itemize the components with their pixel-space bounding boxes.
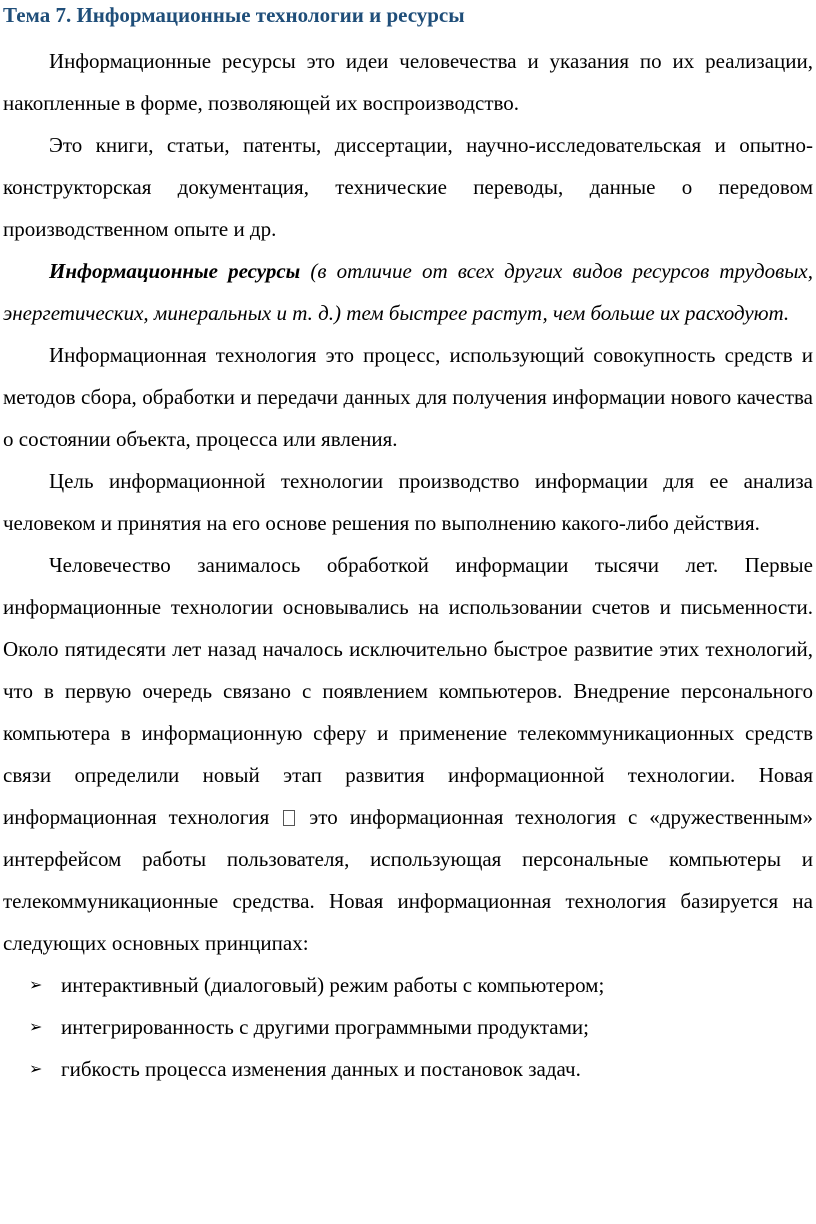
paragraph-history-text-1: Человечество занималось обработкой информации тысячи лет. Первые информационные технологии основывались на использовании счетов и письменности. Около пятидесяти лет назад началось исключительно быстрое развитие этих технологий, что в первую очередь связано с появлением компьютеров. Внедрение персонального компьютера в информационную сферу и применение телекоммуникационных средств связи определили новый этап развития информационной технологии. Новая информационная технология (3, 553, 813, 829)
paragraph-resource-examples: Это книги, статьи, патенты, диссертации, научно-исследовательская и опытно-конструкторская документация, технические переводы, данные о передовом производственном опыте и др. (3, 133, 813, 241)
paragraph-history (3, 544, 813, 964)
paragraph-resources-growth-text: (в отличие от всех других видов ресурсов трудовых, энергетических, минеральных и т. д.) тем быстрее растут, чем больше их расходуют. (3, 259, 814, 325)
document-body (3, 40, 813, 1090)
arrowhead-bullet-icon: ➢ (29, 1059, 43, 1078)
paragraph-history-text-2: это информационная технология с «дружественным» интерфейсом работы пользователя, использующая персональные компьютеры и телекоммуникационные средства. Новая информационная технология базируется на следующих основных принципах: (3, 805, 813, 955)
list-item-text: интегрированность с другими программными продуктами; (61, 1015, 589, 1039)
paragraph-information-resources: Информационные ресурсы это идеи человечества и указания по их реализации, накопленные в форме, позволяющей их воспроизводство. (3, 49, 813, 115)
list-item-text: интерактивный (диалоговый) режим работы с компьютером; (61, 973, 605, 997)
arrowhead-bullet-icon: ➢ (29, 1017, 43, 1036)
missing-glyph-icon (283, 810, 295, 826)
emphasis-information-resources: Информационные ресурсы (49, 259, 301, 283)
document-title: Тема 7. Информационные технологии и ресурсы (3, 3, 465, 27)
list-item (3, 1006, 813, 1048)
paragraph-technology-goal: Цель информационной технологии производство информации для ее анализа человеком и принятия на его основе решения по выполнению какого-либо действия. (3, 469, 813, 535)
paragraph-resources-growth (3, 250, 813, 334)
list-item (3, 964, 813, 1006)
principles-list (3, 964, 813, 1090)
list-item-text: гибкость процесса изменения данных и постановок задач. (61, 1057, 581, 1081)
paragraph-information-technology: Информационная технология это процесс, использующий совокупность средств и методов сбора, обработки и передачи данных для получения информации нового качества о состоянии объекта, процесса или явления. (3, 343, 813, 451)
list-item (3, 1048, 813, 1090)
arrowhead-bullet-icon: ➢ (29, 975, 43, 994)
